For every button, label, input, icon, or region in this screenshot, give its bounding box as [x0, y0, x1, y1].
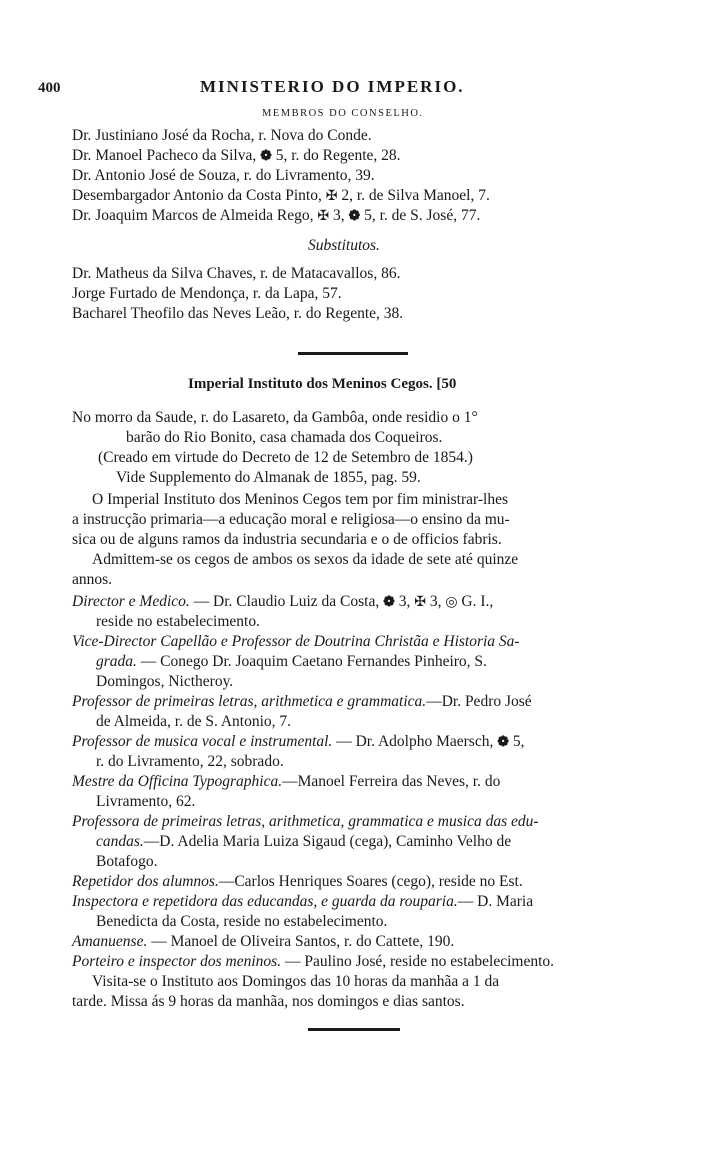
member-line	[72, 206, 480, 227]
end-divider	[308, 1028, 400, 1031]
staff-name: — Paulino José, reside no estabelecimento.	[281, 953, 555, 970]
institute-line: No morro da Saude, r. do Lasareto, da Gambôa, onde residio o 1°	[72, 409, 478, 426]
rose-icon: ❁	[348, 209, 361, 224]
substituto-line: Dr. Matheus da Silva Chaves, r. de Matacavallos, 86.	[72, 265, 401, 282]
member-line	[72, 186, 490, 207]
staff-name: — D. Maria	[457, 893, 534, 910]
staff-insp	[72, 892, 533, 912]
staff-text: G. I.,	[457, 593, 494, 610]
staff-name: —Dr. Pedro José	[426, 693, 532, 710]
staff-text: 5,	[508, 733, 525, 750]
rose-icon: ❁	[497, 735, 509, 750]
staff-name: — Manoel de Oliveira Santos, r. do Cattete, 190.	[147, 933, 455, 950]
staff-role: Repetidor dos alumnos.	[72, 873, 219, 890]
substituto-line: Jorge Furtado de Mendonça, r. da Lapa, 57.	[72, 285, 342, 302]
staff-rep	[72, 872, 523, 892]
member-line	[72, 146, 401, 167]
institute-line: annos.	[72, 571, 113, 588]
institute-line: O Imperial Instituto dos Meninos Cegos tem por fim ministrar-lhes	[92, 491, 508, 508]
member-line: Dr. Justiniano José da Rocha, r. Nova do Conde.	[72, 127, 372, 144]
staff-role: grada.	[96, 653, 137, 670]
page-number: 400	[38, 80, 61, 96]
institute-line: a instrucção primaria—a educação moral e religiosa—o ensino da mu-	[72, 511, 510, 528]
member-text: Dr. Joaquim Marcos de Almeida Rego,	[72, 207, 318, 224]
institute-title: Imperial Instituto dos Meninos Cegos. [50	[188, 376, 457, 392]
staff-cont: de Almeida, r. de S. Antonio, 7.	[96, 713, 292, 730]
page-title: MINISTERIO DO IMPERIO.	[200, 77, 465, 96]
staff-role: Inspectora e repetidora das educandas, e guarda da rouparia.	[72, 893, 458, 910]
substituto-line: Bacharel Theofilo das Neves Leão, r. do Regente, 38.	[72, 305, 404, 322]
member-text: Dr. Manoel Pacheco da Silva,	[72, 147, 261, 164]
staff-text: 3,	[425, 593, 446, 610]
staff-profa	[96, 832, 511, 852]
staff-mestre	[72, 772, 500, 792]
cross-icon: ✠	[414, 595, 426, 610]
staff-prof1	[72, 692, 532, 712]
member-line: Dr. Antonio José de Souza, r. do Livramento, 39.	[72, 167, 375, 184]
staff-cont: Benedicta da Costa, reside no estabelecimento.	[96, 913, 388, 930]
section-subtitle: MEMBROS DO CONSELHO.	[262, 108, 424, 119]
staff-cont: Livramento, 62.	[96, 793, 196, 810]
staff-role: Professora de primeiras letras, arithmetica, grammatica e musica das edu-	[72, 813, 539, 830]
member-text: 5, r. do Regente, 28.	[271, 147, 401, 164]
institute-line: barão do Rio Bonito, casa chamada dos Coqueiros.	[126, 429, 443, 446]
staff-name: —Carlos Henriques Soares (cego), reside no Est.	[218, 873, 523, 890]
substitutos-heading: Substitutos.	[308, 237, 380, 254]
staff-name: — Dr. Adolpho Maersch,	[332, 733, 498, 750]
staff-text: 3,	[394, 593, 415, 610]
staff-name: —D. Adelia Maria Luiza Sigaud (cega), Caminho Velho de	[143, 833, 512, 850]
institute-line: (Creado em virtude do Decreto de 12 de Setembro de 1854.)	[98, 449, 473, 466]
member-text: 5, r. de S. José, 77.	[360, 207, 481, 224]
staff-port	[72, 952, 554, 972]
staff-cont: Botafogo.	[96, 853, 158, 870]
staff-prof2	[72, 732, 524, 753]
institute-line: Admittem-se os cegos de ambos os sexos da idade de sete até quinze	[92, 551, 519, 568]
staff-director	[72, 592, 493, 613]
staff-role: Director e Medico.	[72, 593, 190, 610]
circle-icon: ◎	[445, 595, 458, 610]
staff-cont: r. do Livramento, 22, sobrado.	[96, 753, 284, 770]
cross-icon: ✠	[325, 189, 338, 204]
rose-icon: ❁	[383, 595, 395, 610]
staff-role: Professor de musica vocal e instrumental.	[72, 733, 333, 750]
member-text: Desembargador Antonio da Costa Pinto,	[72, 187, 326, 204]
staff-cont: Domingos, Nictheroy.	[96, 673, 234, 690]
institute-line: sica ou de alguns ramos da industria secundaria e o de officios fabris.	[72, 531, 502, 548]
staff-role: candas.	[96, 833, 144, 850]
staff-role: Professor de primeiras letras, arithmetica e grammatica.	[72, 693, 427, 710]
institute-line: Vide Supplemento do Almanak de 1855, pag. 59.	[116, 469, 421, 486]
staff-role: Porteiro e inspector dos meninos.	[72, 953, 282, 970]
staff-vice	[96, 652, 487, 672]
staff-name: — Conego Dr. Joaquim Caetano Fernandes Pinheiro, S.	[136, 653, 487, 670]
visit-line: tarde. Missa ás 9 horas da manhãa, nos domingos e dias santos.	[72, 993, 465, 1010]
cross-icon: ✠	[317, 209, 330, 224]
section-divider	[298, 352, 408, 355]
member-text: 2, r. de Silva Manoel, 7.	[337, 187, 490, 204]
visit-line: Visita-se o Instituto aos Domingos das 10 horas da manhãa a 1 da	[92, 973, 500, 990]
rose-icon: ❁	[260, 149, 272, 164]
staff-name: — Dr. Claudio Luiz da Costa,	[189, 593, 384, 610]
staff-role: Mestre da Officina Typographica.	[72, 773, 283, 790]
member-text: 3,	[329, 207, 349, 224]
staff-cont: reside no estabelecimento.	[96, 613, 260, 630]
staff-role: Vice-Director Capellão e Professor de Doutrina Christãa e Historia Sa-	[72, 633, 520, 650]
staff-name: —Manoel Ferreira das Neves, r. do	[282, 773, 501, 790]
staff-aman	[72, 932, 454, 952]
staff-role: Amanuense.	[72, 933, 148, 950]
